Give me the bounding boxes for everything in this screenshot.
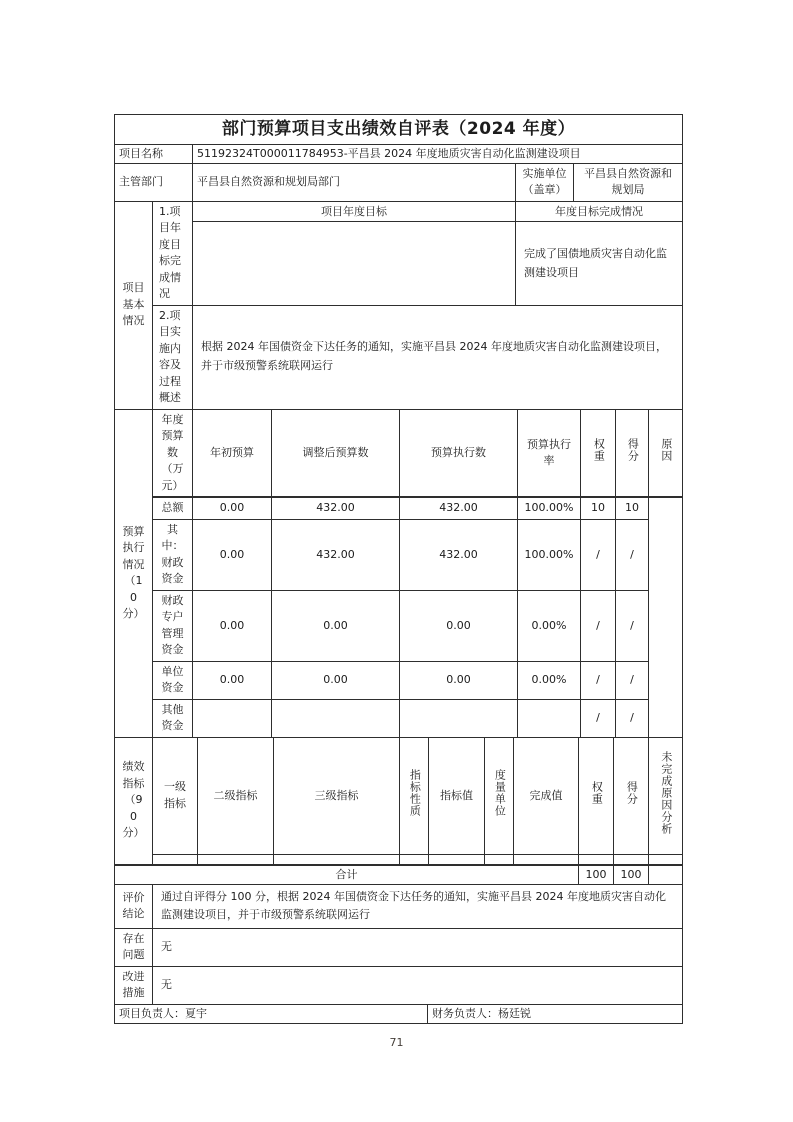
indicator-header-completed: 完成值 xyxy=(514,737,579,854)
indicators-table xyxy=(114,737,683,865)
budget-header-annual: 年度预算数（万元） xyxy=(153,409,193,497)
budget-header-score: 得分 xyxy=(626,438,640,463)
indicators-section-label: 绩效指标（90分） xyxy=(115,737,153,864)
budget-header-adjusted: 调整后预算数 xyxy=(272,409,400,497)
basic-info-table xyxy=(114,201,683,410)
budget-row-label: 其中：财政资金 xyxy=(153,519,193,590)
indicator-empty-cell xyxy=(614,854,649,864)
self-evaluation-form xyxy=(114,114,682,1024)
budget-cell: 0.00 xyxy=(272,590,400,661)
problems-value: 无 xyxy=(153,928,683,966)
total-reason xyxy=(649,865,683,884)
improvements-label: 改进措施 xyxy=(115,966,153,1004)
form-title: 部门预算项目支出绩效自评表（2024 年度） xyxy=(115,115,683,145)
indicator-empty-cell xyxy=(198,854,274,864)
problems-label: 存在问题 xyxy=(115,928,153,966)
budget-cell: 0.00 xyxy=(193,661,272,699)
indicator-empty-cell xyxy=(429,854,485,864)
indicator-empty-cell xyxy=(153,854,198,864)
indicator-header-level1: 一级指标 xyxy=(153,737,198,854)
budget-header-initial: 年初预算 xyxy=(193,409,272,497)
budget-cell-score: / xyxy=(616,519,649,590)
indicator-header-weight: 权重 xyxy=(590,781,604,806)
budget-cell: 100.00% xyxy=(518,519,581,590)
indicator-empty-cell xyxy=(579,854,614,864)
budget-cell-score: / xyxy=(616,699,649,737)
basic-row1-label: 1.项目年度目标完成情况 xyxy=(153,201,193,305)
summary-table xyxy=(114,884,683,1005)
indicator-header-level3: 三级指标 xyxy=(274,737,400,854)
budget-cell-weight: / xyxy=(581,699,616,737)
budget-header-rate: 预算执行率 xyxy=(518,409,581,497)
budget-row-total xyxy=(115,497,683,519)
budget-cell-score: / xyxy=(616,590,649,661)
impl-unit-label: 实施单位（盖章） xyxy=(516,163,574,201)
conclusion-value: 通过自评得分 100 分，根据 2024 年国债资金下达任务的通知，实施平昌县 2024 年度地质灾害自动化监测建设项目，并于市级预警系统联网运行 xyxy=(153,884,683,928)
budget-row-label: 总额 xyxy=(153,497,193,519)
page-number: 71 xyxy=(389,1036,404,1049)
goal-value xyxy=(193,222,516,305)
impl-unit-value: 平昌县自然资源和规划局 xyxy=(574,163,683,201)
budget-reason-value xyxy=(649,497,683,737)
indicator-empty-cell xyxy=(514,854,579,864)
project-name-label: 项目名称 xyxy=(115,144,193,163)
finance-manager: 财务负责人：杨廷锐 xyxy=(428,1004,683,1023)
indicator-header-value: 指标值 xyxy=(429,737,485,854)
signature-table xyxy=(114,1004,683,1024)
budget-cell: 0.00% xyxy=(518,661,581,699)
total-label: 合计 xyxy=(115,865,579,884)
conclusion-label: 评价结论 xyxy=(115,884,153,928)
indicator-header-score: 得分 xyxy=(625,781,639,806)
budget-cell xyxy=(193,699,272,737)
total-table xyxy=(114,864,683,885)
budget-row-fiscal xyxy=(115,519,683,590)
budget-cell-score: / xyxy=(616,661,649,699)
improvements-value: 无 xyxy=(153,966,683,1004)
budget-cell: 0.00 xyxy=(400,590,518,661)
budget-row-unit xyxy=(115,661,683,699)
project-name-value: 51192324T000011784953-平昌县 2024 年度地质灾害自动化监测建设项目 xyxy=(193,144,683,163)
budget-cell-weight: / xyxy=(581,519,616,590)
budget-cell: 100.00% xyxy=(518,497,581,519)
indicator-header-unit: 度量单位 xyxy=(493,769,507,818)
budget-cell: 0.00 xyxy=(193,590,272,661)
project-manager: 项目负责人：夏宇 xyxy=(115,1004,428,1023)
basic-row2-label: 2.项目实施内容及过程概述 xyxy=(153,305,193,409)
basic-section-label: 项目基本情况 xyxy=(115,201,153,409)
indicator-header-incomplete-reason: 未完成原因分析 xyxy=(659,751,673,836)
goal-done-value: 完成了国债地质灾害自动化监测建设项目 xyxy=(516,222,683,305)
budget-row-fiscal-account xyxy=(115,590,683,661)
budget-cell: 0.00 xyxy=(400,661,518,699)
budget-cell-weight: / xyxy=(581,661,616,699)
budget-cell: 432.00 xyxy=(272,497,400,519)
indicator-empty-row xyxy=(115,854,683,864)
indicator-empty-cell xyxy=(274,854,400,864)
budget-row-label: 单位资金 xyxy=(153,661,193,699)
indicator-empty-cell xyxy=(485,854,514,864)
budget-cell-score: 10 xyxy=(616,497,649,519)
total-weight: 100 xyxy=(579,865,614,884)
implementation-summary: 根据 2024 年国债资金下达任务的通知，实施平昌县 2024 年度地质灾害自动化监测建设项目，并于市级预警系统联网运行 xyxy=(193,305,683,409)
budget-row-label: 财政专户管理资金 xyxy=(153,590,193,661)
goal-header: 项目年度目标 xyxy=(193,201,516,222)
budget-section-label: 预算执行情况（10分） xyxy=(115,409,153,737)
indicator-empty-cell xyxy=(649,854,683,864)
budget-row-label: 其他资金 xyxy=(153,699,193,737)
goal-done-header: 年度目标完成情况 xyxy=(516,201,683,222)
budget-table xyxy=(114,409,683,738)
total-score: 100 xyxy=(614,865,649,884)
budget-cell xyxy=(272,699,400,737)
budget-cell: 0.00 xyxy=(193,519,272,590)
budget-cell-weight: 10 xyxy=(581,497,616,519)
indicator-empty-cell xyxy=(400,854,429,864)
budget-cell xyxy=(518,699,581,737)
indicator-header-nature: 指标性质 xyxy=(408,769,422,818)
budget-cell: 432.00 xyxy=(400,497,518,519)
budget-cell-weight: / xyxy=(581,590,616,661)
budget-cell: 432.00 xyxy=(272,519,400,590)
header-table xyxy=(114,114,683,202)
budget-header-reason: 原因 xyxy=(659,438,673,463)
budget-row-other xyxy=(115,699,683,737)
budget-header-weight: 权重 xyxy=(592,438,606,463)
budget-cell: 0.00 xyxy=(272,661,400,699)
budget-cell xyxy=(400,699,518,737)
budget-cell: 0.00 xyxy=(193,497,272,519)
budget-cell: 432.00 xyxy=(400,519,518,590)
dept-value: 平昌县自然资源和规划局部门 xyxy=(193,163,516,201)
budget-cell: 0.00% xyxy=(518,590,581,661)
indicator-header-level2: 二级指标 xyxy=(198,737,274,854)
budget-header-executed: 预算执行数 xyxy=(400,409,518,497)
dept-label: 主管部门 xyxy=(115,163,193,201)
